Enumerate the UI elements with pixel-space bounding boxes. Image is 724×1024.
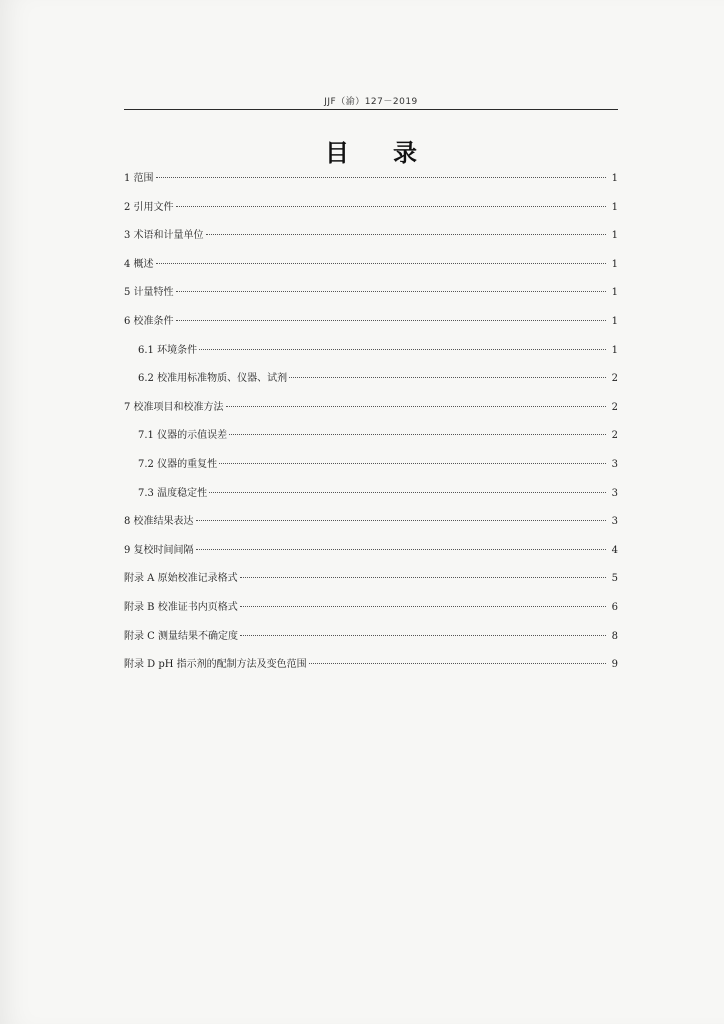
toc-entry[interactable] [124,655,618,684]
toc-entry[interactable] [124,341,618,370]
toc-entry[interactable] [124,169,618,198]
toc-entry[interactable] [124,484,618,513]
toc-entry-label: 8 校准结果表达 [124,516,194,528]
toc-entry-label: 4 概述 [124,258,154,270]
toc-entry[interactable] [124,255,618,284]
toc-leader-dots [309,663,606,664]
toc-entry-label: 5 计量特性 [124,287,174,299]
toc-entry-page: 4 [611,544,618,556]
toc-entry-label: 6.1 环境条件 [138,344,198,356]
toc-entry-page: 3 [611,516,618,528]
toc-entry-page: 5 [611,573,618,585]
toc-entry-label: 附录 C 测量结果不确定度 [124,630,239,642]
toc-entry[interactable] [124,369,618,398]
toc-leader-dots [289,377,606,378]
toc-entry[interactable] [124,455,618,484]
toc-entry[interactable] [124,398,618,427]
toc-entry[interactable] [124,426,618,455]
toc-entry-label: 附录 A 原始校准记录格式 [124,573,238,585]
toc-entry-label: 7.2 仪器的重复性 [138,458,218,470]
toc-entry-page: 3 [611,487,618,499]
toc-entry[interactable] [124,312,618,341]
toc-entry-page: 1 [611,315,618,327]
toc-leader-dots [176,320,606,321]
toc-entry-page: 2 [611,373,618,385]
toc-entry-label: 附录 B 校准证书内页格式 [124,601,238,613]
toc-entry-label: 6.2 校准用标准物质、仪器、试剂 [138,373,288,385]
toc-entry[interactable] [124,598,618,627]
toc-entry-page: 2 [611,430,618,442]
toc-entry-label: 附录 D pH 指示剂的配制方法及变色范围 [124,659,307,671]
page-title: 目录 [325,138,461,167]
toc-entry-label: 7.3 温度稳定性 [138,487,208,499]
toc-leader-dots [156,177,606,178]
toc-entry-label: 7.1 仪器的示值误差 [138,430,228,442]
toc-entry[interactable] [124,226,618,255]
toc-entry-page: 6 [611,601,618,613]
toc-entry-page: 8 [611,630,618,642]
toc-entry-label: 3 术语和计量单位 [124,230,204,242]
toc-entry-page: 2 [611,401,618,413]
toc-leader-dots [206,234,606,235]
toc-entry-page: 1 [611,344,618,356]
toc-entry[interactable] [124,512,618,541]
toc-leader-dots [240,635,606,636]
toc-leader-dots [209,492,606,493]
toc-entry[interactable] [124,627,618,656]
toc-leader-dots [176,206,606,207]
toc-leader-dots [196,520,606,521]
toc-entry-page: 1 [611,287,618,299]
toc-leader-dots [240,606,606,607]
toc-entry[interactable] [124,541,618,570]
toc-entry-label: 1 范围 [124,173,154,184]
toc-leader-dots [229,434,606,435]
toc-entry-label: 7 校准项目和校准方法 [124,401,224,413]
toc-entry[interactable] [124,283,618,312]
toc-entry-label: 2 引用文件 [124,201,174,213]
toc-leader-dots [240,577,606,578]
toc-entry-page: 1 [611,201,618,213]
toc-leader-dots [199,349,606,350]
toc-leader-dots [226,406,606,407]
toc-entry-label: 9 复校时间间隔 [124,544,194,556]
toc-leader-dots [176,291,606,292]
toc-entry-label: 6 校准条件 [124,315,174,327]
toc-entry-page: 1 [611,230,618,242]
toc-entry[interactable] [124,198,618,227]
toc-entry[interactable] [124,569,618,598]
toc-leader-dots [196,549,606,550]
toc-entry-page: 3 [611,458,618,470]
toc-entry-page: 1 [611,258,618,270]
page-header: JJF（渝）127－2019 [324,97,418,107]
toc-leader-dots [156,263,606,264]
table-of-contents [124,169,618,684]
header-rule [124,109,618,110]
toc-entry-page: 9 [611,659,618,671]
toc-leader-dots [219,463,606,464]
toc-entry-page: 1 [611,173,618,184]
